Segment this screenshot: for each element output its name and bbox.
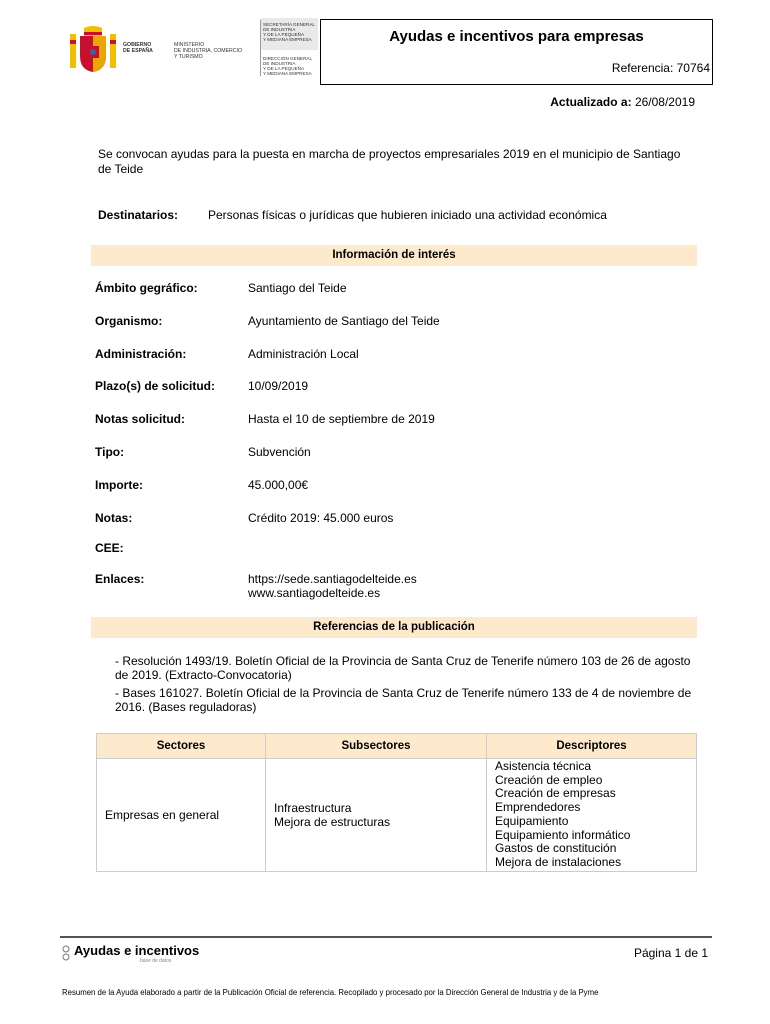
- field-value-tipo: Subvención: [248, 445, 311, 459]
- field-label-tipo: Tipo:: [95, 445, 125, 459]
- ministry-line: Y TURISMO: [174, 54, 203, 60]
- field-value-ambito: Santiago del Teide: [248, 281, 347, 295]
- footer-brand: Ayudas e incentivos: [74, 943, 200, 958]
- field-label-importe: Importe:: [95, 478, 143, 492]
- cell-subsectors: [266, 759, 487, 872]
- field-label-notas: Notas:: [95, 511, 133, 525]
- intro-text: Se convocan ayudas para la puesta en marcha de proyectos empresariales 2019 en el municipio de Santiago de Teide: [98, 147, 681, 176]
- recipients-label: Destinatarios:: [98, 208, 179, 222]
- info-section-header: Información de interés: [91, 245, 697, 266]
- ministry-line: MINISTERIO: [174, 42, 205, 48]
- updated-date: [550, 95, 695, 109]
- refs-section-header: Referencias de la publicación: [91, 617, 697, 638]
- secretaria-name: [263, 22, 315, 42]
- header-subsectores: Subsectores: [266, 734, 487, 759]
- publication-references: [115, 654, 705, 718]
- field-value-administracion: Administración Local: [248, 347, 359, 361]
- spain-coat-of-arms-icon: [70, 26, 116, 76]
- field-value-importe: 45.000,00€: [248, 478, 309, 492]
- field-value-notas-solicitud: Hasta el 10 de septiembre de 2019: [248, 412, 435, 426]
- page-number: Página 1 de 1: [633, 946, 708, 960]
- updated-value: 26/08/2019: [634, 95, 695, 109]
- descriptor-item: Equipamiento informático: [495, 827, 631, 842]
- footer-divider: [60, 936, 712, 938]
- updated-label: Actualizado a:: [550, 95, 632, 109]
- title-box: [320, 19, 713, 85]
- descriptor-item: Emprendedores: [495, 800, 581, 815]
- footer-brand-sub: base de datos: [140, 958, 172, 964]
- dir-line: Y MEDIANA EMPRESA: [263, 71, 312, 76]
- ministry-name: [174, 42, 242, 60]
- sec-line: DE INDUSTRIA: [263, 27, 296, 32]
- link-sede[interactable]: https://sede.santiagodelteide.es: [248, 572, 417, 586]
- header-sectores: Sectores: [97, 734, 266, 759]
- descriptor-item: Asistencia técnica: [495, 759, 592, 773]
- cell-sector: Empresas en general: [97, 759, 266, 872]
- header-descriptores: Descriptores: [487, 734, 697, 759]
- field-value-notas: Crédito 2019: 45.000 euros: [248, 511, 394, 525]
- field-value-plazo: 10/09/2019: [248, 379, 309, 393]
- recipients-value: Personas físicas o jurídicas que hubieren iniciado una actividad económica: [208, 208, 607, 222]
- field-label-enlaces: Enlaces:: [95, 572, 145, 586]
- field-label-plazo: Plazo(s) de solicitud:: [95, 379, 216, 393]
- field-label-cee: CEE:: [95, 541, 124, 555]
- sec-line: Y DE LA PEQUEÑA: [263, 32, 305, 37]
- cell-descriptors: [487, 759, 697, 872]
- dir-line: DE INDUSTRIA: [263, 61, 296, 66]
- footer-note: Resumen de la Ayuda elaborado a partir de la Publicación Oficial de referencia. Recopilado y procesado por la Dirección General de Industria y de la Pyme: [62, 988, 599, 997]
- government-name: [123, 42, 153, 54]
- sec-line: SECRETARÍA GENERAL: [263, 22, 315, 27]
- field-label-administracion: Administración:: [95, 347, 187, 361]
- field-value-organismo: Ayuntamiento de Santiago del Teide: [248, 314, 440, 328]
- reference-number: Referencia: 70764: [611, 61, 710, 75]
- sec-line: Y MEDIANA EMPRESA: [263, 37, 312, 42]
- descriptor-item: Equipamiento: [495, 813, 569, 828]
- descriptor-item: Creación de empleo: [495, 772, 603, 787]
- reference-item: - Bases 161027. Boletín Oficial de la Provincia de Santa Cruz de Tenerife número 133 de 4 de noviembre de 2016. (Bases reguladoras): [115, 686, 692, 714]
- dir-line: DIRECCIÓN GENERAL: [263, 56, 313, 61]
- descriptor-item: Gastos de constitución: [495, 841, 617, 856]
- gov-line: GOBIERNO: [123, 42, 152, 48]
- field-label-ambito: Ámbito gegráfico:: [95, 281, 198, 295]
- field-value-enlaces: [248, 572, 417, 600]
- gov-line: DE ESPAÑA: [123, 48, 153, 54]
- descriptor-item: Creación de empresas: [495, 786, 616, 801]
- field-label-organismo: Organismo:: [95, 314, 163, 328]
- direccion-name: [263, 56, 312, 76]
- table-row: [97, 759, 697, 872]
- dir-line: Y DE LA PEQUEÑA: [263, 66, 305, 71]
- logo-divider: [260, 20, 261, 76]
- subsector-item: Mejora de estructuras: [274, 814, 391, 829]
- sectors-table: [96, 733, 697, 872]
- field-label-notas-solicitud: Notas solicitud:: [95, 412, 186, 426]
- table-header-row: [97, 734, 697, 759]
- reference-item: - Resolución 1493/19. Boletín Oficial de la Provincia de Santa Cruz de Tenerife número 103 de 26 de agosto de 2019. (Extracto-Convocatoria): [115, 654, 691, 682]
- page-title: Ayudas e incentivos para empresas: [389, 28, 644, 45]
- brand-rings-icon: [62, 945, 70, 961]
- link-web[interactable]: www.santiagodelteide.es: [248, 586, 381, 600]
- ministry-line: DE INDUSTRIA, COMERCIO: [174, 48, 243, 54]
- subsector-item: Infraestructura: [274, 800, 352, 815]
- descriptor-item: Mejora de instalaciones: [495, 854, 622, 869]
